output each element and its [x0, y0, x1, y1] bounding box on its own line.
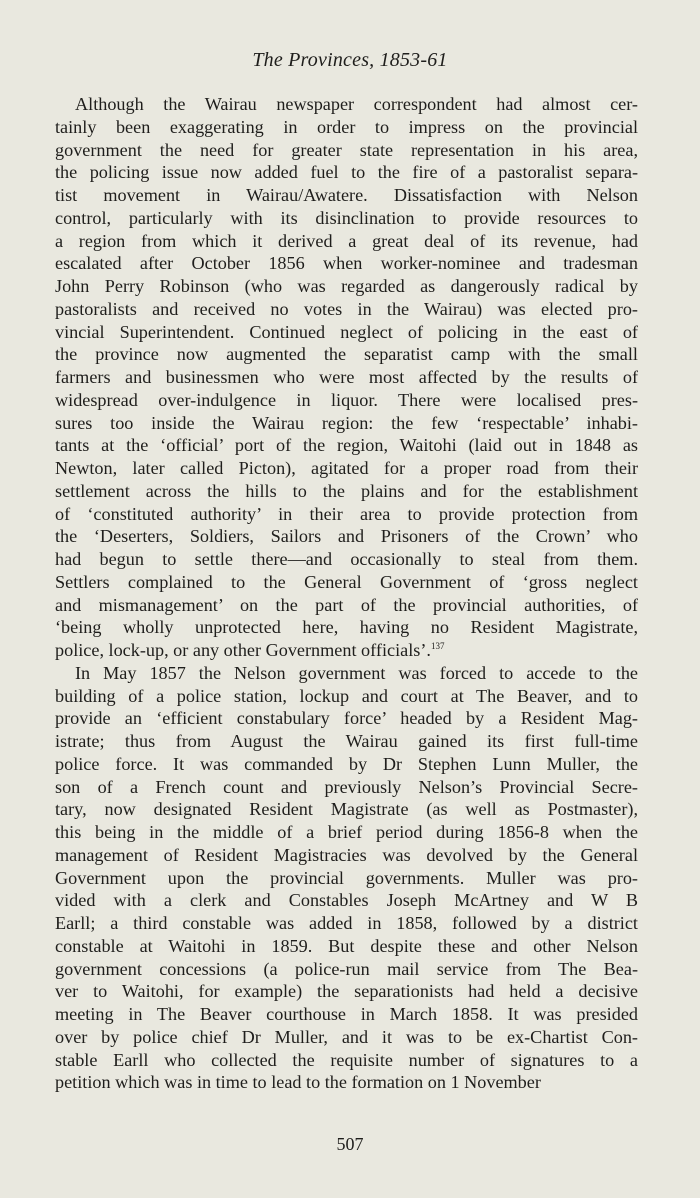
text-line: farmers and businessmen who were most affected by the results of [55, 367, 638, 387]
text-line: government concessions (a police-run mail service from The Bea- [55, 958, 638, 979]
text-line: Although the Wairau newspaper correspondent had almost cer- [75, 94, 638, 114]
text-line: meeting in The Beaver courthouse in March 1858. It was presided [55, 1004, 638, 1024]
text-line: stable Earll who collected the requisite number of signatures to a [55, 1049, 638, 1070]
text-line: government the need for greater state representation in his area, [55, 139, 638, 160]
paragraph [55, 93, 638, 662]
text-line: settlement across the hills to the plains and for the establishment [55, 480, 638, 501]
text-line: over by police chief Dr Muller, and it was to be ex-Chartist Con- [55, 1026, 638, 1047]
text-line: the ‘Deserters, Soldiers, Sailors and Prisoners of the Crown’ who [55, 526, 638, 547]
text-line: building of a police station, lockup and court at The Beaver, and to [55, 685, 638, 706]
line-text: police, lock-up, or any other Government officials’. [55, 640, 431, 660]
text-line: management of Resident Magistracies was devolved by the General [55, 844, 638, 865]
text-line: ‘being wholly unprotected here, having no Resident Magistrate, [55, 617, 638, 638]
text-line: vincial Superintendent. Continued neglect of policing in the east of [55, 321, 638, 342]
text-line: the province now augmented the separatist camp with the small [55, 344, 638, 365]
text-line: pastoralists and received no votes in the Wairau) was elected pro- [55, 298, 638, 319]
text-line: provide an ‘efficient constabulary force’ headed by a Resident Mag- [55, 708, 638, 729]
text-line: Settlers complained to the General Government of ‘gross neglect [55, 571, 638, 592]
text-line: had begun to settle there—and occasionally to steal from them. [55, 549, 638, 569]
text-line: sures too inside the Wairau region: the few ‘respectable’ inhabi- [55, 412, 638, 433]
text-line: and mismanagement’ on the part of the provincial authorities, of [55, 594, 638, 615]
footnote-reference: 137 [430, 640, 445, 651]
text-line: widespread over-indulgence in liquor. There were localised pres- [55, 389, 638, 410]
body-text [55, 93, 638, 1094]
running-head: The Provinces, 1853-61 [252, 49, 448, 71]
text-line: ver to Waitohi, for example) the separationists had held a decisive [55, 981, 638, 1002]
text-line: tist movement in Wairau/Awatere. Dissatisfaction with Nelson [55, 185, 638, 205]
text-line: vided with a clerk and Constables Joseph McArtney and W B [55, 890, 638, 911]
text-line: Earll; a third constable was added in 1858, followed by a district [55, 913, 638, 933]
text-line: escalated after October 1856 when worker-nominee and tradesman [55, 253, 638, 274]
text-line: istrate; thus from August the Wairau gained its first full-time [55, 731, 638, 751]
text-line: constable at Waitohi in 1859. But despite these and other Nelson [55, 935, 638, 956]
text-line: In May 1857 the Nelson government was forced to accede to the [75, 662, 638, 683]
text-line: police force. It was commanded by Dr Stephen Lunn Muller, the [55, 753, 638, 774]
page-number: 507 [336, 1134, 364, 1154]
text-line: of ‘constituted authority’ in their area to provide protection from [55, 503, 638, 524]
text-line: control, particularly with its disinclination to provide resources to [55, 207, 638, 228]
text-line: John Perry Robinson (who was regarded as dangerously radical by [55, 276, 638, 296]
text-line: the policing issue now added fuel to the fire of a pastoralist separa- [55, 162, 638, 183]
text-line: a region from which it derived a great deal of its revenue, had [55, 230, 638, 251]
text-line: Newton, later called Picton), agitated for a proper road from their [55, 458, 638, 478]
paragraph [55, 662, 638, 1094]
text-line: petition which was in time to lead to the formation on 1 November [55, 1072, 541, 1093]
text-line: this being in the middle of a brief period during 1856-8 when the [55, 822, 638, 842]
text-line: tary, now designated Resident Magistrate (as well as Postmaster), [55, 799, 638, 820]
text-line: son of a French count and previously Nelson’s Provincial Secre- [55, 776, 638, 797]
text-line [55, 639, 638, 662]
text-line: tainly been exaggerating in order to impress on the provincial [55, 116, 638, 137]
text-line: tants at the ‘official’ port of the region, Waitohi (laid out in 1848 as [55, 435, 638, 456]
text-line: Government upon the provincial governments. Muller was pro- [55, 867, 638, 888]
